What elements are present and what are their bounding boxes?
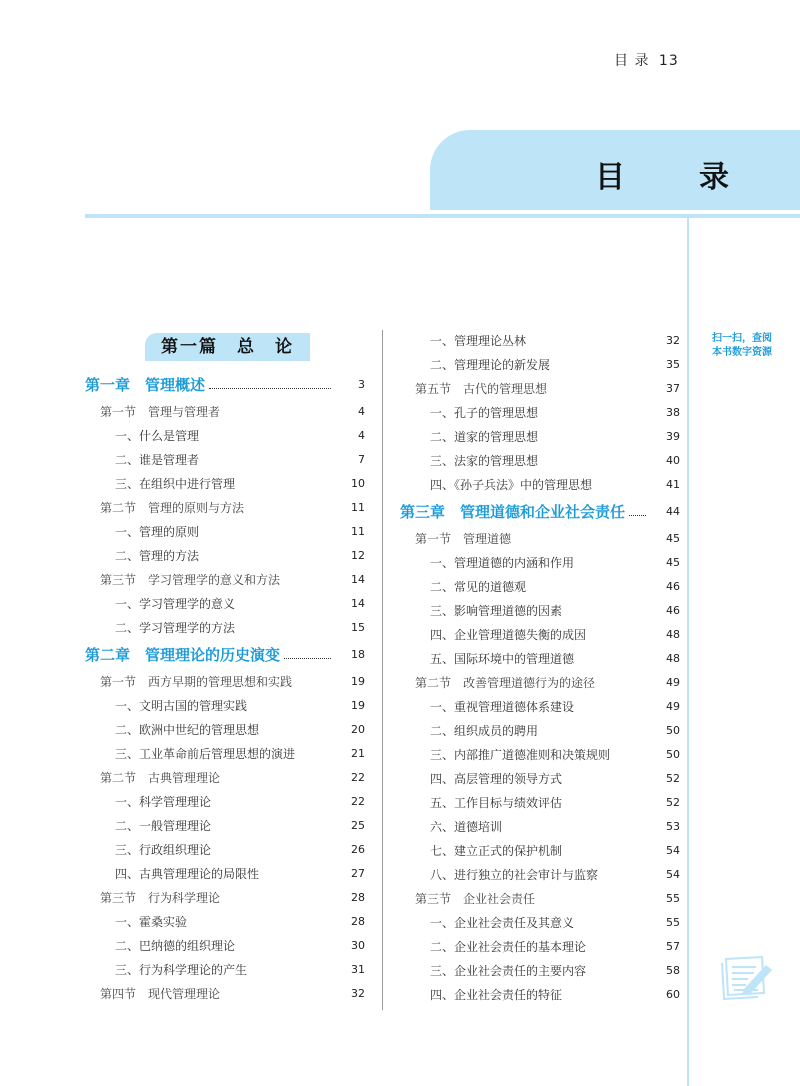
toc-label-text: 三、行为科学理论的产生 — [115, 962, 248, 977]
running-head — [610, 50, 679, 70]
toc-label-text: 五、工作目标与绩效评估 — [430, 795, 563, 810]
toc-label-text: 二、谁是管理者 — [115, 452, 200, 467]
toc-item[interactable] — [85, 471, 365, 495]
toc-item[interactable] — [400, 694, 680, 718]
toc-label — [400, 650, 650, 667]
toc-label — [85, 721, 335, 738]
toc-page-number: 20 — [351, 722, 365, 736]
toc-label — [400, 842, 650, 859]
toc-section[interactable] — [400, 670, 680, 694]
toc-label-text: 第二节 管理的原则与方法 — [100, 500, 245, 515]
toc-label — [400, 746, 650, 763]
toc-item[interactable] — [400, 622, 680, 646]
toc-section[interactable] — [85, 399, 365, 423]
toc-label-text: 三、内部推广道德准则和决策规则 — [430, 747, 611, 762]
toc-label-text: 第三节 企业社会责任 — [415, 891, 536, 906]
page-title: 目 录 — [595, 160, 751, 195]
toc-page-number: 11 — [351, 500, 365, 514]
toc-page-number: 58 — [666, 963, 680, 977]
toc-label — [400, 602, 650, 619]
toc-label-text: 一、学习管理学的意义 — [115, 596, 236, 611]
toc-page-number: 55 — [666, 891, 680, 905]
scan-note-line: 本书数字资源 — [712, 347, 772, 358]
toc-section[interactable] — [400, 886, 680, 910]
toc-page-number: 54 — [666, 843, 680, 857]
toc-label-text: 二、学习管理学的方法 — [115, 620, 236, 635]
toc-label — [400, 380, 650, 397]
toc-label-text: 一、管理道德的内涵和作用 — [430, 555, 575, 570]
toc-item[interactable] — [400, 448, 680, 472]
toc-label — [85, 619, 335, 636]
toc-label-text: 四、企业管理道德失衡的成因 — [430, 627, 587, 642]
toc-page-number: 49 — [666, 699, 680, 713]
toc-label-text: 八、进行独立的社会审计与监察 — [430, 867, 599, 882]
toc-page-number: 44 — [666, 504, 680, 518]
toc-label-text: 三、在组织中进行管理 — [115, 476, 236, 491]
toc-column-left — [85, 333, 365, 1005]
toc-page-number: 3 — [358, 377, 365, 391]
toc-label — [85, 937, 335, 954]
toc-page-number: 26 — [351, 842, 365, 856]
toc-label-text: 第一节 管理与管理者 — [100, 404, 221, 419]
toc-page-number: 50 — [666, 747, 680, 761]
toc-item[interactable] — [85, 933, 365, 957]
toc-label — [85, 913, 335, 930]
toc-page-number: 35 — [666, 357, 680, 371]
toc-item[interactable] — [85, 423, 365, 447]
toc-label — [85, 985, 335, 1002]
toc-page-number: 53 — [666, 819, 680, 833]
leader-dots — [629, 515, 646, 516]
toc-label — [85, 571, 335, 588]
toc-page-number: 32 — [666, 333, 680, 347]
divider-column — [382, 330, 383, 1010]
toc-page-number: 14 — [351, 572, 365, 586]
toc-chapter[interactable] — [400, 496, 680, 526]
toc-label — [85, 697, 335, 714]
divider-horizontal — [85, 214, 800, 218]
toc-label — [85, 403, 335, 420]
toc-label — [85, 644, 335, 665]
toc-page-number: 60 — [666, 987, 680, 1001]
toc-page-number: 22 — [351, 770, 365, 784]
toc-label-text: 一、霍桑实验 — [115, 914, 188, 929]
toc-label — [85, 745, 335, 762]
toc-label-text: 二、管理理论的新发展 — [430, 357, 551, 372]
toc-section[interactable] — [85, 567, 365, 591]
toc-label-text: 一、孔子的管理思想 — [430, 405, 539, 420]
toc-item[interactable] — [85, 519, 365, 543]
toc-label-text: 一、重视管理道德体系建设 — [430, 699, 575, 714]
toc-label — [400, 554, 650, 571]
toc-page-number: 11 — [351, 524, 365, 538]
toc-section[interactable] — [85, 669, 365, 693]
toc-item[interactable] — [400, 352, 680, 376]
scan-note[interactable] — [712, 332, 772, 360]
toc-label-text: 三、行政组织理论 — [115, 842, 212, 857]
toc-page-number: 46 — [666, 603, 680, 617]
toc-label-text: 一、什么是管理 — [115, 428, 200, 443]
toc-item[interactable] — [400, 958, 680, 982]
toc-label — [400, 962, 650, 979]
toc-label-text: 四、《孙子兵法》中的管理思想 — [430, 477, 593, 492]
running-head-label: 目 录 — [614, 53, 650, 69]
toc-label — [400, 428, 650, 445]
toc-item[interactable] — [400, 910, 680, 934]
toc-page-number: 27 — [351, 866, 365, 880]
toc-page-number: 7 — [358, 452, 365, 466]
toc-page-number: 40 — [666, 453, 680, 467]
toc-label-text: 二、组织成员的聘用 — [430, 723, 539, 738]
toc-section[interactable] — [400, 376, 680, 400]
toc-page-number: 49 — [666, 675, 680, 689]
title-banner — [430, 130, 800, 210]
toc-label-text: 七、建立正式的保护机制 — [430, 843, 563, 858]
toc-label-text: 第一节 西方早期的管理思想和实践 — [100, 674, 293, 689]
toc-page-number: 54 — [666, 867, 680, 881]
toc-label-text: 第一节 管理道德 — [415, 531, 512, 546]
toc-label — [85, 817, 335, 834]
toc-page-number: 4 — [358, 428, 365, 442]
toc-label-text: 第一章 管理概述 — [85, 375, 206, 394]
toc-page-number: 52 — [666, 795, 680, 809]
toc-page-number: 22 — [351, 794, 365, 808]
toc-label-text: 一、管理理论丛林 — [430, 333, 527, 348]
toc-chapter[interactable] — [85, 369, 365, 399]
toc-item[interactable] — [400, 718, 680, 742]
toc-section[interactable] — [85, 981, 365, 1005]
toc-item[interactable] — [85, 543, 365, 567]
toc-label — [85, 374, 335, 395]
page-number: 13 — [658, 53, 679, 69]
toc-item[interactable] — [400, 742, 680, 766]
toc-item[interactable] — [400, 424, 680, 448]
toc-item[interactable] — [85, 909, 365, 933]
toc-section[interactable] — [85, 765, 365, 789]
toc-label — [400, 626, 650, 643]
toc-label — [400, 794, 650, 811]
toc-label-text: 二、一般管理理论 — [115, 818, 212, 833]
toc-label — [85, 841, 335, 858]
toc-item[interactable] — [400, 598, 680, 622]
toc-label-text: 二、管理的方法 — [115, 548, 200, 563]
toc-item[interactable] — [400, 550, 680, 574]
toc-label — [400, 578, 650, 595]
toc-label — [85, 523, 335, 540]
toc-label — [85, 451, 335, 468]
toc-item[interactable] — [85, 957, 365, 981]
toc-chapter[interactable] — [85, 639, 365, 669]
part-heading: 第一篇 总 论 — [145, 333, 310, 361]
toc-label — [400, 332, 650, 349]
toc-section[interactable] — [400, 526, 680, 550]
toc-item[interactable] — [400, 400, 680, 424]
toc-page-number: 45 — [666, 531, 680, 545]
toc-item[interactable] — [85, 789, 365, 813]
notes-pencil-icon — [718, 955, 776, 1003]
toc-item[interactable] — [85, 717, 365, 741]
toc-page-number: 55 — [666, 915, 680, 929]
toc-label-text: 第三节 行为科学理论 — [100, 890, 221, 905]
toc-label — [400, 818, 650, 835]
toc-label-text: 三、企业社会责任的主要内容 — [430, 963, 587, 978]
toc-section[interactable] — [85, 495, 365, 519]
toc-label — [400, 698, 650, 715]
toc-label — [400, 530, 650, 547]
toc-label — [400, 404, 650, 421]
toc-item[interactable] — [85, 447, 365, 471]
toc-item[interactable] — [85, 693, 365, 717]
toc-item[interactable] — [400, 982, 680, 1006]
toc-label — [85, 427, 335, 444]
toc-page-number: 21 — [351, 746, 365, 760]
toc-label-text: 第二节 改善管理道德行为的途径 — [415, 675, 596, 690]
toc-page-number: 10 — [351, 476, 365, 490]
toc-item[interactable] — [400, 766, 680, 790]
toc-page-number: 45 — [666, 555, 680, 569]
toc-label — [85, 673, 335, 690]
toc-label — [400, 866, 650, 883]
toc-page-number: 57 — [666, 939, 680, 953]
toc-page-number: 25 — [351, 818, 365, 832]
toc-label-text: 第二节 古典管理理论 — [100, 770, 221, 785]
toc-label — [400, 770, 650, 787]
scan-note-line: 扫一扫，查阅 — [712, 333, 772, 344]
toc-column-right — [400, 328, 680, 1006]
toc-item[interactable] — [400, 328, 680, 352]
toc-label-text: 六、道德培训 — [430, 819, 503, 834]
toc-label-text: 第三节 学习管理学的意义和方法 — [100, 572, 281, 587]
toc-label-text: 第二章 管理理论的历史演变 — [85, 645, 281, 664]
toc-page-number: 4 — [358, 404, 365, 418]
toc-item[interactable] — [400, 838, 680, 862]
leader-dots — [284, 658, 331, 659]
toc-page-number: 38 — [666, 405, 680, 419]
toc-label-text: 一、管理的原则 — [115, 524, 200, 539]
toc-item[interactable] — [400, 574, 680, 598]
toc-label-text: 第五节 古代的管理思想 — [415, 381, 548, 396]
toc-item[interactable] — [85, 591, 365, 615]
toc-item[interactable] — [400, 472, 680, 496]
toc-item[interactable] — [85, 861, 365, 885]
toc-label — [400, 890, 650, 907]
toc-page-number: 52 — [666, 771, 680, 785]
toc-item[interactable] — [400, 646, 680, 670]
toc-page-number: 32 — [351, 986, 365, 1000]
toc-page-number: 31 — [351, 962, 365, 976]
toc-page-number: 37 — [666, 381, 680, 395]
toc-label — [400, 986, 650, 1003]
toc-label-text: 一、文明古国的管理实践 — [115, 698, 248, 713]
toc-page-number: 48 — [666, 651, 680, 665]
toc-label — [85, 769, 335, 786]
toc-label — [85, 793, 335, 810]
toc-item[interactable] — [400, 790, 680, 814]
toc-label — [400, 914, 650, 931]
toc-label — [85, 475, 335, 492]
toc-label — [85, 961, 335, 978]
toc-label-text: 四、古典管理理论的局限性 — [115, 866, 260, 881]
toc-page-number: 18 — [351, 647, 365, 661]
toc-label-text: 第三章 管理道德和企业社会责任 — [400, 502, 626, 521]
toc-label-text: 二、欧洲中世纪的管理思想 — [115, 722, 260, 737]
toc-label — [85, 499, 335, 516]
toc-label-text: 三、法家的管理思想 — [430, 453, 539, 468]
toc-page-number: 28 — [351, 890, 365, 904]
toc-item[interactable] — [85, 741, 365, 765]
toc-item[interactable] — [85, 615, 365, 639]
toc-page-number: 48 — [666, 627, 680, 641]
toc-page-number: 41 — [666, 477, 680, 491]
leader-dots — [209, 388, 331, 389]
toc-page-number: 12 — [351, 548, 365, 562]
toc-label — [400, 501, 650, 522]
toc-page-number: 19 — [351, 698, 365, 712]
toc-label-text: 二、道家的管理思想 — [430, 429, 539, 444]
toc-label — [85, 889, 335, 906]
toc-label-text: 五、国际环境中的管理道德 — [430, 651, 575, 666]
toc-item[interactable] — [400, 934, 680, 958]
toc-label-text: 三、工业革命前后管理思想的演进 — [115, 746, 296, 761]
toc-label — [400, 674, 650, 691]
toc-item[interactable] — [400, 814, 680, 838]
toc-page-number: 39 — [666, 429, 680, 443]
toc-page-number: 19 — [351, 674, 365, 688]
toc-label-text: 四、高层管理的领导方式 — [430, 771, 563, 786]
toc-label — [400, 476, 650, 493]
toc-label-text: 一、企业社会责任及其意义 — [430, 915, 575, 930]
toc-label — [85, 595, 335, 612]
toc-item[interactable] — [400, 862, 680, 886]
toc-item[interactable] — [85, 837, 365, 861]
toc-label — [85, 865, 335, 882]
toc-label-text: 三、影响管理道德的因素 — [430, 603, 563, 618]
divider-sidebar — [687, 218, 689, 1086]
toc-page-number: 28 — [351, 914, 365, 928]
toc-page-number: 15 — [351, 620, 365, 634]
toc-page-number: 46 — [666, 579, 680, 593]
toc-label-text: 一、科学管理理论 — [115, 794, 212, 809]
toc-label — [85, 547, 335, 564]
toc-label — [400, 722, 650, 739]
toc-label — [400, 938, 650, 955]
toc-label — [400, 356, 650, 373]
toc-page-number: 14 — [351, 596, 365, 610]
toc-item[interactable] — [85, 813, 365, 837]
toc-label-text: 二、常见的道德观 — [430, 579, 527, 594]
toc-label-text: 二、企业社会责任的基本理论 — [430, 939, 587, 954]
toc-label-text: 四、企业社会责任的特征 — [430, 987, 563, 1002]
toc-page-number: 30 — [351, 938, 365, 952]
toc-label — [400, 452, 650, 469]
toc-section[interactable] — [85, 885, 365, 909]
toc-label-text: 第四节 现代管理理论 — [100, 986, 221, 1001]
toc-label-text: 二、巴纳德的组织理论 — [115, 938, 236, 953]
toc-page-number: 50 — [666, 723, 680, 737]
